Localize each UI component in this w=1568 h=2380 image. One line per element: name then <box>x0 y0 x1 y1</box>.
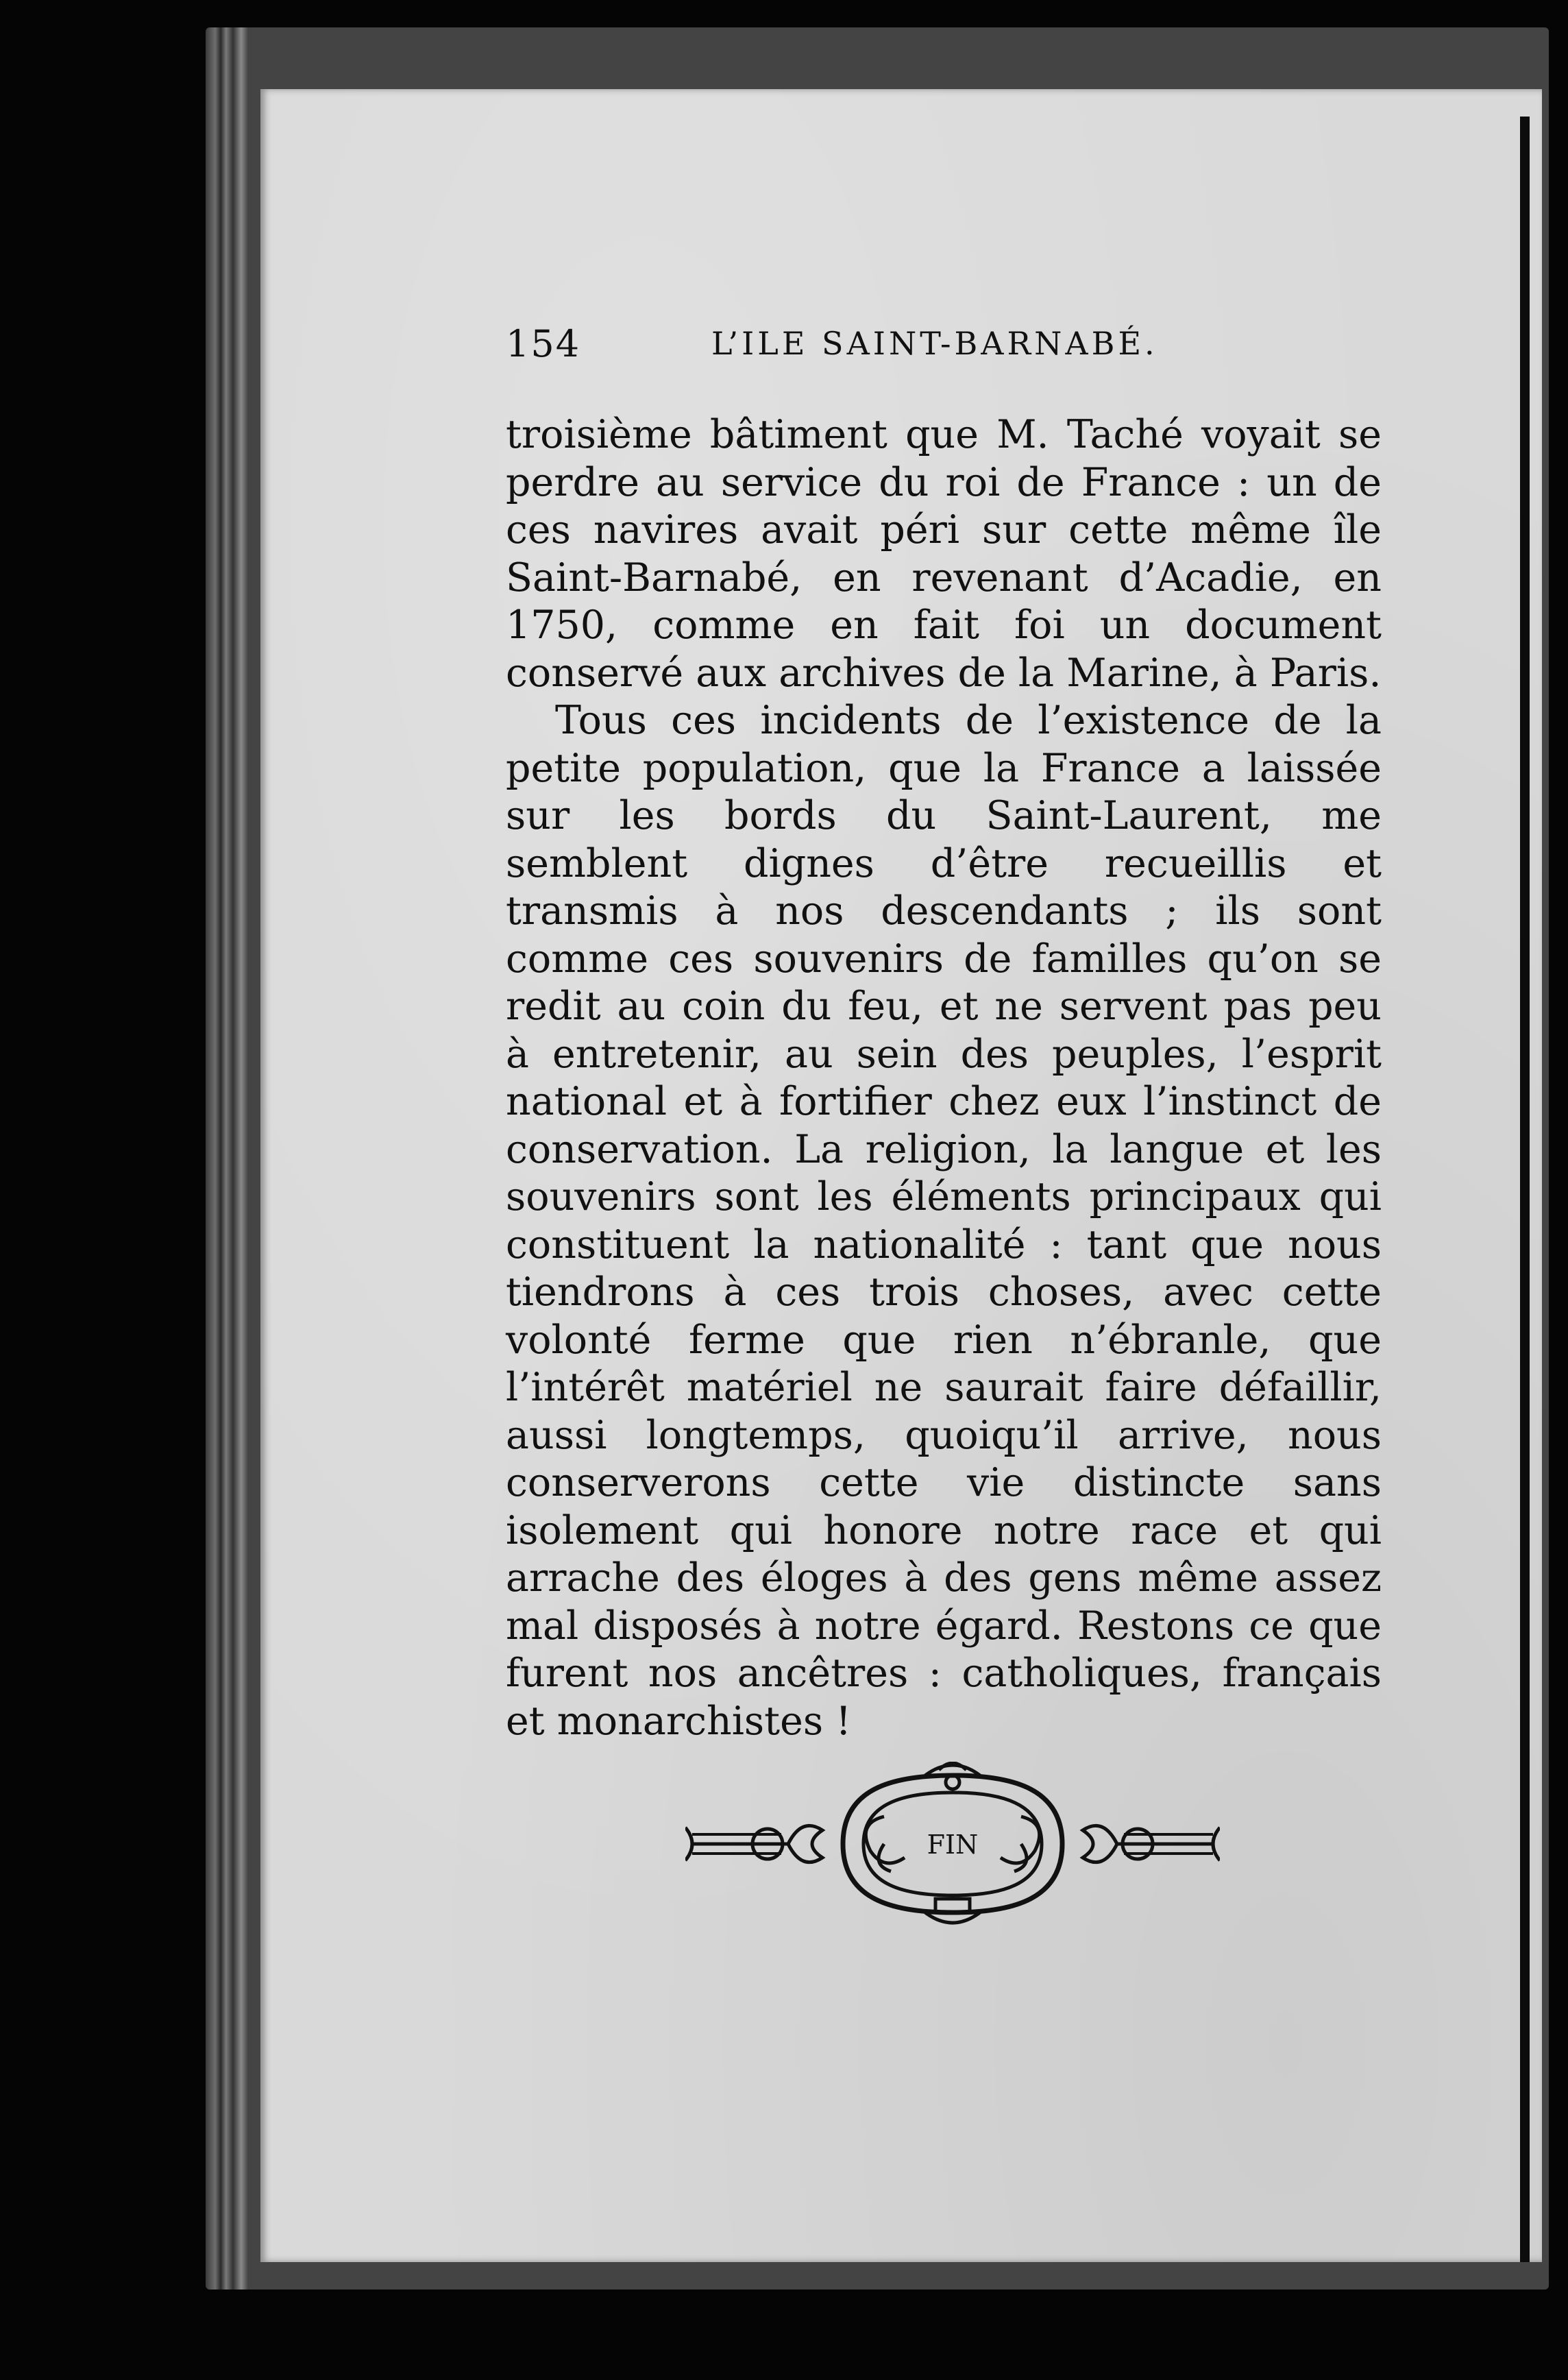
body-text <box>506 411 1382 1745</box>
running-title: L’ILE SAINT-BARNABÉ. <box>711 325 1158 362</box>
page-number: 154 <box>506 322 581 365</box>
paragraph: Tous ces incidents de l’existence de la petite population, que la France a laissée sur les bords du Saint-Laurent, me semblent dignes d’être recueillis et transmis à nos descendants ; ils sont comme ces souvenirs de familles qu’on se redit au coin du feu, et ne servent pas peu à entretenir, au sein des peuples, l’esprit national et à fortifier chez eux l’instinct de conservation. La religion, la langue et les souvenirs sont les éléments principaux qui constituent la nationalité : tant que nous tiendrons à ces trois choses, avec cette volonté ferme que rien n’ébranle, que l’intérêt matériel ne saurait faire défaillir, aussi longtemps, quoiqu’il arrive, nous conserverons cette vie distincte sans isolement qui honore notre race et qui arrache des éloges à des gens même assez mal disposés à notre égard. Restons ce que furent nos ancêtres : catholiques, français et monarchistes ! <box>506 698 1382 1744</box>
running-head <box>506 322 1410 377</box>
facing-page-edge <box>1520 117 1530 2262</box>
paragraph-continued: troisième bâtiment que M. Taché voyait se perdre au service du roi de France : un de ces navires avait péri sur cette même île Saint-Barnabé, en revenant d’Acadie, en 1750, comme en fait foi un document conservé aux archives de la Marine, à Paris. <box>506 412 1382 696</box>
fin-ornament-icon <box>685 1762 1220 1926</box>
fin-label: FIN <box>927 1830 979 1860</box>
